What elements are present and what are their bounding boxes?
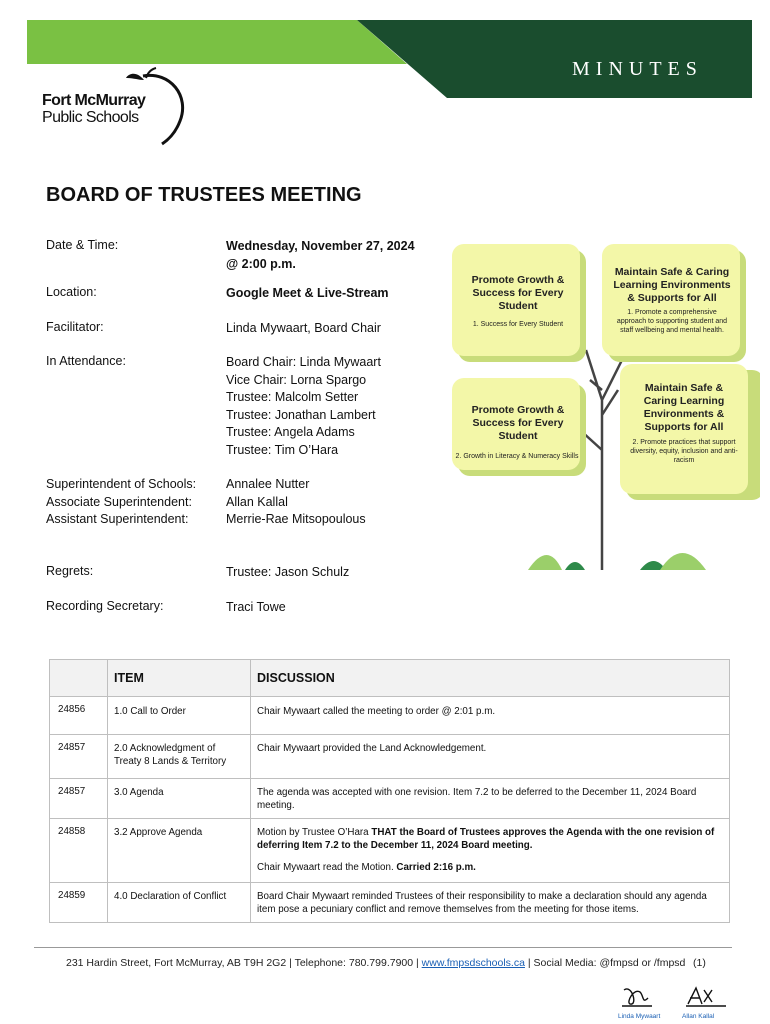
admin-labels <box>46 476 196 529</box>
assistant-superintendent-label: Assistant Superintendent: <box>46 512 189 527</box>
attendance-label: In Attendance: <box>46 354 126 368</box>
regrets-label: Regrets: <box>46 564 94 578</box>
card-3-subtitle: 2. Growth in Literacy & Numeracy Skills <box>455 453 579 460</box>
header-item-cell <box>108 660 251 697</box>
attendee: Board Chair: Linda Mywaart <box>226 355 381 369</box>
brand-line-2: Public Schools <box>42 109 139 126</box>
row-item: 4.0 Declaration of Conflict <box>114 891 227 902</box>
minutes-label: MINUTES <box>572 58 703 80</box>
attendee: Vice Chair: Lorna Spargo <box>226 372 367 387</box>
signature-1-caption: Linda Mywaart <box>618 1013 661 1020</box>
table-header-row <box>50 660 730 697</box>
card-4-subtitle: 2. Promote practices that support diversity, equity, inclusion and anti-racism <box>630 439 738 464</box>
row-item: 1.0 Call to Order <box>114 706 186 717</box>
table-row <box>50 883 730 923</box>
item-column-header: ITEM <box>114 671 144 685</box>
signature-1-icon <box>618 982 668 1008</box>
motion-prefix: Motion by Trustee O’Hara <box>257 827 372 838</box>
header-num-cell <box>50 660 108 697</box>
signature-1 <box>618 982 668 1020</box>
attendance-list <box>226 354 381 460</box>
strategic-priorities-tree <box>440 240 760 575</box>
superintendent-value: Annalee Nutter <box>226 477 310 491</box>
discussion-column-header: DISCUSSION <box>257 671 335 685</box>
table-row <box>50 735 730 779</box>
signature-2 <box>682 982 730 1020</box>
motion-text <box>257 826 723 852</box>
regrets-value: Trustee: Jason Schulz <box>226 565 350 579</box>
time-line: @ 2:00 p.m. <box>226 256 296 271</box>
attendee: Trustee: Angela Adams <box>226 425 355 440</box>
attendee: Trustee: Malcolm Setter <box>226 390 359 405</box>
signature-2-icon <box>682 982 730 1008</box>
motion-result <box>257 861 723 874</box>
card-2-subtitle: 1. Promote a comprehensive approach to supporting student and staff wellbeing and mental health. <box>616 309 728 334</box>
card-4-title: Maintain Safe & Caring Learning Environments & Supports for All <box>643 382 725 433</box>
associate-superintendent-label: Associate Superintendent: <box>46 494 192 509</box>
superintendent-label: Superintendent of Schools: <box>46 477 197 491</box>
location-label: Location: <box>46 285 97 299</box>
date-label: Date & Time: <box>46 238 119 252</box>
date-value <box>226 238 415 273</box>
admin-values <box>226 476 366 529</box>
row-discussion: Chair Mywaart provided the Land Acknowledgement. <box>257 743 487 754</box>
card-2-title: Maintain Safe & Caring Learning Environments & Supports for All <box>613 266 731 304</box>
signature-2-caption: Allan Kallal <box>682 1013 715 1020</box>
footer-social: | Social Media: @fmpsd or /fmpsd <box>524 957 686 969</box>
row-number: 24859 <box>58 890 86 901</box>
website-link[interactable]: www.fmpsdschools.ca <box>421 957 525 969</box>
associate-superintendent-value: Allan Kallal <box>226 494 288 509</box>
document-title: BOARD OF TRUSTEES MEETING <box>46 184 362 206</box>
attendee: Trustee: Jonathan Lambert <box>226 407 376 422</box>
card-1-title: Promote Growth & Success for Every Student <box>471 274 565 312</box>
row-number: 24857 <box>58 742 86 753</box>
row-discussion <box>251 819 729 880</box>
brand-line-1: Fort McMurray <box>42 92 146 109</box>
motion-read-text: Chair Mywaart read the Motion. <box>257 862 397 873</box>
secretary-label: Recording Secretary: <box>46 599 164 613</box>
row-discussion: Board Chair Mywaart reminded Trustees of their responsibility to make a declaration should any agenda item pose a pecuniary conflict and remove themselves from the meeting for those items. <box>257 891 707 915</box>
facilitator-value: Linda Mywaart, Board Chair <box>226 321 381 335</box>
date-line: Wednesday, November 27, 2024 <box>226 239 415 253</box>
row-discussion: Chair Mywaart called the meeting to order @ 2:01 p.m. <box>257 706 496 717</box>
motion-carried: Carried 2:16 p.m. <box>396 862 476 873</box>
table-row <box>50 697 730 735</box>
minutes-table <box>49 659 730 923</box>
card-1-subtitle: 1. Success for Every Student <box>472 321 564 328</box>
footer-address: 231 Hardin Street, Fort McMurray, AB T9H 2G2 | Telephone: 780.799.7900 | <box>66 957 422 969</box>
secretary-value: Traci Towe <box>226 600 286 614</box>
row-number: 24858 <box>58 826 86 837</box>
facilitator-label: Facilitator: <box>46 320 104 334</box>
footer-divider <box>34 947 732 948</box>
table-row <box>50 819 730 883</box>
footer-text <box>66 957 685 969</box>
row-item: 3.0 Agenda <box>114 787 164 798</box>
page-number: (1) <box>693 957 706 969</box>
row-discussion: The agenda was accepted with one revision. Item 7.2 to be deferred to the December 11, 2024 Board meeting. <box>257 787 697 811</box>
assistant-superintendent-value: Merrie-Rae Mitsopoulous <box>226 512 366 527</box>
motion-body: THAT the Board of Trustees approves the Agenda with the one revision of deferring Item 7.2 to the December 11, 2024 Board meeting. <box>257 827 715 851</box>
row-item: 2.0 Acknowledgment of Treaty 8 Lands & Territory <box>114 743 227 767</box>
table-row <box>50 779 730 819</box>
row-number: 24857 <box>58 786 86 797</box>
header-discussion-cell <box>251 660 730 697</box>
row-item: 3.2 Approve Agenda <box>114 827 203 838</box>
attendee: Trustee: Tim O’Hara <box>226 442 339 457</box>
card-3-title: Promote Growth & Success for Every Student <box>471 404 565 442</box>
location-value: Google Meet & Live-Stream <box>226 286 389 300</box>
row-number: 24856 <box>58 704 86 715</box>
